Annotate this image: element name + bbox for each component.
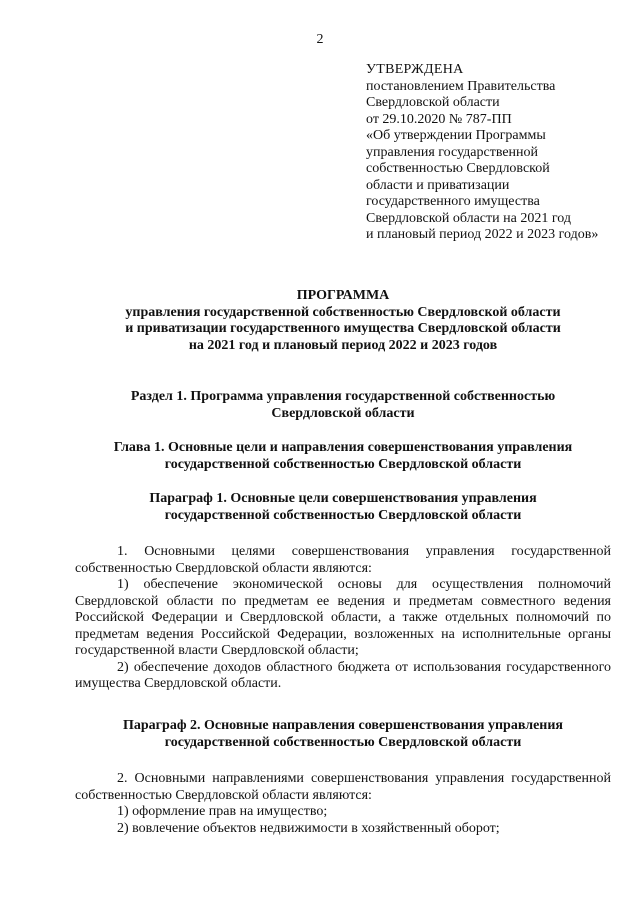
- approval-line: управления государственной: [366, 144, 539, 160]
- approval-line: Свердловской области: [366, 95, 500, 110]
- paragraph1-heading-line: Параграф 1. Основные цели совершенствования управления: [149, 491, 537, 506]
- program-subtitle-line: на 2021 год и плановый период 2022 и 2023 годов: [188, 337, 498, 353]
- paragraph2-heading-line: государственной собственностью Свердловской области: [164, 734, 522, 750]
- approval-line: постановлением Правительства: [366, 78, 556, 94]
- approval-line: области и приватизации: [366, 177, 510, 193]
- program-title: ПРОГРАММА: [296, 288, 390, 303]
- approval-line: государственного имущества: [366, 194, 540, 209]
- paragraph2-body: [75, 771, 611, 837]
- program-subtitle-line: управления государственной собственностью Свердловской области: [125, 304, 561, 320]
- approval-line: собственностью Свердловской: [366, 161, 550, 176]
- chapter-heading: [75, 440, 611, 473]
- body-paragraph: 1) обеспечение экономической основы для осуществления полномочий Свердловской области по предметам ее ведения и предметам совместного ведения Российской Федерации и Свердловской области, а также отдельных полномочий по предметам ведения Российской Федерации, возложенных на исполнительные органы государственной власти Свердловской области;: [75, 577, 611, 658]
- body-paragraph: 1) оформление прав на имущество;: [117, 804, 328, 819]
- body-paragraph: 2) обеспечение доходов областного бюджета от использования государственного имущества Свердловской области.: [75, 659, 611, 691]
- program-subtitle-line: и приватизации государственного имущества Свердловской области: [125, 321, 561, 336]
- page-number: 2: [316, 32, 324, 47]
- approval-line: и плановый период 2022 и 2023 годов»: [366, 227, 599, 242]
- body-paragraph: 1. Основными целями совершенствования управления государственной собственностью Свердловской области являются:: [75, 544, 611, 576]
- section-heading-line: Свердловской области: [271, 405, 415, 421]
- section-heading: [75, 389, 611, 422]
- approval-line: «Об утверждении Программы: [366, 128, 546, 143]
- paragraph2-heading-line: Параграф 2. Основные направления совершенствования управления: [123, 718, 563, 733]
- approval-line: Свердловской области на 2021 год: [366, 210, 571, 226]
- paragraph1-body: [75, 544, 611, 693]
- paragraph2-heading: [75, 718, 611, 751]
- program-heading: [75, 288, 611, 354]
- body-paragraph: 2. Основными направлениями совершенствования управления государственной собственностью Свердловской области являются:: [75, 771, 611, 803]
- paragraph1-heading: [75, 491, 611, 524]
- approval-line: от 29.10.2020 № 787-ПП: [366, 111, 512, 127]
- chapter-heading-line: Глава 1. Основные цели и направления совершенствования управления: [113, 440, 573, 455]
- approval-block: [366, 62, 636, 244]
- approval-title: УТВЕРЖДЕНА: [366, 62, 464, 77]
- section-heading-line: Раздел 1. Программа управления государственной собственностью: [130, 389, 556, 404]
- body-paragraph: 2) вовлечение объектов недвижимости в хозяйственный оборот;: [117, 820, 500, 836]
- paragraph1-heading-line: государственной собственностью Свердловской области: [164, 507, 522, 523]
- chapter-heading-line: государственной собственностью Свердловской области: [164, 456, 522, 472]
